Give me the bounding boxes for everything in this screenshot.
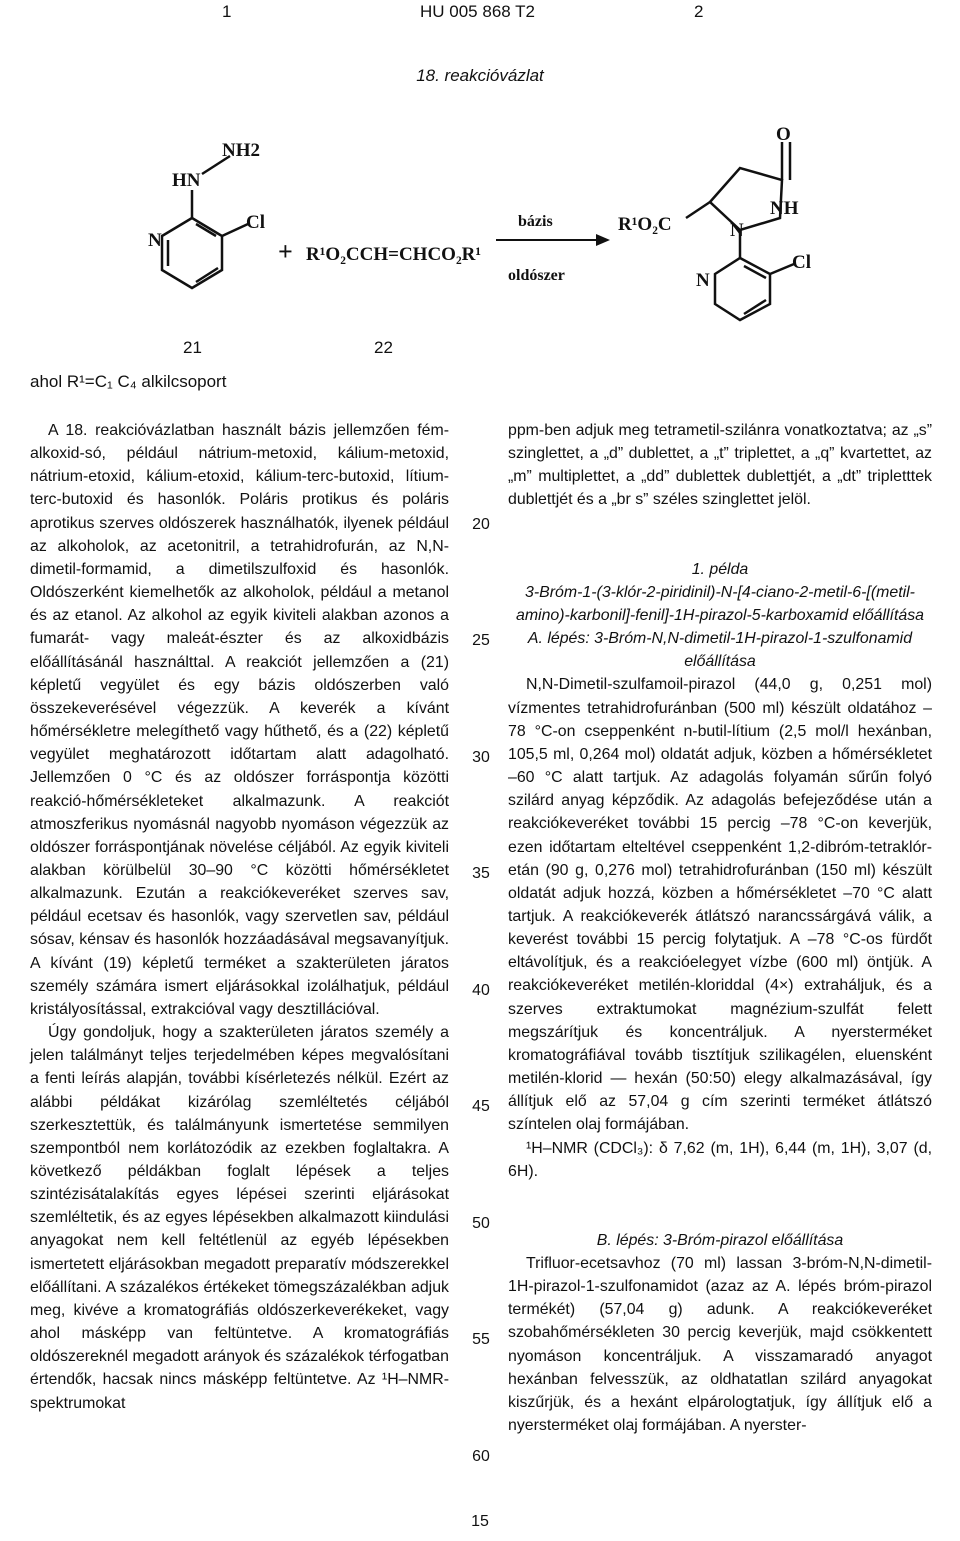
step-a-heading: A. lépés: 3-Bróm-N,N-dimetil-1H-pirazol-1-szulfonamid előállítása <box>527 630 913 671</box>
step-b-heading: B. lépés: 3-Bróm-pirazol előállítása <box>596 1231 844 1249</box>
paragraph-base-solvent: A 18. reakcióvázlatban használt bázis jellemzően fém-alkoxid-só, például nátrium-metoxid, kálium-metoxid, nátrium-etoxid, kálium-etoxid, kálium-terc-butoxid, lítium-terc-butoxid és hasonlók. Poláris protikus és poláris aprotikus szerves oldószerek használhatók, ilyenek például az alkoholok, az acetonitril, a tetrahidrofurán, az N,N-dimetil-formamid, a dimetilszulfoxid és hasonlók. Oldószerként kiemelhetők az alkoholok, például a metanol és az etanol. Az alkohol az egyik kiviteli alakban azonos a fumarát- vagy maleát-észter és az alkoxidbázis előállításánál használttal. A reakciót jellemzően a (21) képletű vegyület és egy bázis oldószerben való összekeverésével végezzük. A keverék a kívánt hőmérsékletre melegíthető vagy hűthető, és a (22) képletű vegyület meghatározott időtartam alatt adagolható. Jellemzően 0 °C és az oldószer forráspontja közötti reakció-hőmérsékleteket alkalmazunk. A reakciót atmoszferikus nyomásnál nagyobb nyomáson végezzük az oldószer forráspontjának növelése céljából. Az egyik kiviteli alakban körülbelül 30–90 °C közötti hőmérsékletet alkalmazunk. Ezután a reakciókeveréket szerves sav, például ecetsav és hasonlók, vagy szervetlen sav, például sósav, kénsav és hasonlók hozzáadásával megsavanyítjuk. A kívánt (19) képletű terméket a szakterületen járatos személy számára ismert eljárásokkal izolálhatjuk, például kristályosítással, extrakcióval vagy desztillációval. <box>30 422 449 1018</box>
spacer <box>508 512 932 558</box>
hydrazine-hn-label: HN <box>172 170 201 191</box>
line-number: 25 <box>472 632 490 649</box>
substituent-definition: ahol R¹=C₁ C₄ alkilcsoport <box>30 372 227 391</box>
nmr-data: ¹H–NMR (CDCl₃): δ 7,62 (m, 1H), 6,44 (m, 1H), 3,07 (d, 6H). <box>508 1139 932 1180</box>
paragraph-nmr-conventions: ppm-ben adjuk meg tetrametil-szilánra vonatkoztatva; az „s” szinglettet, a „d” dublettet, a „t” triplettet, a „q” kvartettet, az „m” multiplettet, a „dd” dublettek dublettjét, a „dt” tripletttek dublettjét és a „br s” széles szinglettet jelöl. <box>508 422 932 509</box>
product-nh-label: NH <box>770 198 799 219</box>
compound-number-21: 21 <box>183 338 202 357</box>
header-right-number: 2 <box>694 2 704 21</box>
scheme-title: 18. reakcióvázlat <box>416 66 544 85</box>
product-n1-label: N <box>730 220 744 241</box>
reaction-scheme <box>130 118 850 328</box>
page-number: 15 <box>471 1513 489 1530</box>
paragraph-examples-intro: Úgy gondoljuk, hogy a szakterületen járatos személy a jelen találmányt teljes terjedelmében képes megvalósítani a fenti leírás alapján, további kísérletezés nélkül. Ezért az alábbi példákat kizárólag szemléltetés céljából szerkesztettük, és találmányunk ismertetése semmilyen szempontból nem korlátozódik az ezekben foglaltakra. A következő példákban foglalt lépések a teljes szintézisátalakítás egyes lépései szerinti eljárásokat szemléltetik, és az egyes lépésekben alkalmazott kiindulási anyagokat nem kell feltétlenül az egyéb lépésekben ismertetett eljárásokban megadott preparatív módszerekkel előállítani. A százalékos értékeket tömegszázalékban adjuk meg, kivéve a kromatográfiás oldószerkeverékeket, vagy ahol másképp van feltüntetve. A kromatográfiás oldószereknél megadott arányok és százalékok térfogatban értendők, hacsak nincs másképp feltüntetve. Az ¹H–NMR-spektrumokat <box>30 1024 449 1412</box>
line-number: 35 <box>472 865 490 882</box>
arrow-base-label: bázis <box>518 213 553 230</box>
line-number: 55 <box>472 1331 490 1348</box>
product-pyridine-n-label: N <box>696 270 710 291</box>
pyridine-n-label: N <box>148 230 162 251</box>
product-oxo-label: O <box>776 124 791 145</box>
right-column <box>508 419 932 1437</box>
spacer <box>508 1183 932 1229</box>
line-number: 50 <box>472 1215 490 1232</box>
line-number: 30 <box>472 749 490 766</box>
line-number: 45 <box>472 1098 490 1115</box>
step-b-procedure: Trifluor-ecetsavhoz (70 ml) lassan 3-bróm-N,N-dimetil-1H-pirazol-1-szulfonamidot (azaz az A. lépés bróm-pirazol termékét) (57,04 g) adunk. A reakciókeveréket szobahőmérsékleten 30 percig keverjük, majd csökkentett nyomáson koncentráljuk. A visszamaradó anyagot hexánban felvesszük, az oldhatatlan szilárd anyagokat kiszűrjük, és a hexánt elpárologtatjuk, így állítjuk elő a nyersterméket olaj formájában. A nyerster- <box>508 1255 932 1435</box>
chloro-label-product: Cl <box>792 252 811 273</box>
fumarate-formula: R¹O₂CCH=CHCO₂R¹ <box>306 244 482 265</box>
plus-sign: + <box>278 237 293 266</box>
example-heading: 1. példa <box>691 560 749 578</box>
chloro-label-a: Cl <box>246 212 265 233</box>
hydrazine-nh2-label: NH2 <box>222 140 260 161</box>
example-title: 3-Bróm-1-(3-klór-2-piridinil)-N-[4-ciano-2-metil-6-[(metil-amino)-karbonil]-fenil]-1H-pirazol-5-karboxamid előállítása <box>515 583 925 624</box>
patent-number: HU 005 868 T2 <box>420 2 535 21</box>
product-ester-label: R¹O₂C <box>618 214 672 235</box>
step-a-procedure: N,N-Dimetil-szulfamoil-pirazol (44,0 g, 0,251 mol) vízmentes tetrahidrofuránban (500 ml) készült oldatához –78 °C-on cseppenként n-butil-lítium (2,5 mol/l hexánban, 105,5 ml, 0,264 mol) oldatát adjuk, közben a hőmérsékletet –60 °C alatt tartjuk. Az adagolás folyamán sűrűn folyó szilárd anyag képződik. Az adagolás befejeződése után a reakciókeveréket további 15 percig –78 °C-on keverjük, ezen időtartam elteltével cseppenként 1,2-dibróm-tetraklór-etán (90 g, 0,276 mol) tetrahidrofuránban (150 ml) készült oldatát adjuk hozzá, közben a hőmérsékletet –70 °C alatt tartjuk. A reakciókeverék átlátszó narancssárgává válik, a keverést további 15 percig folytatjuk. A –78 °C-os fürdőt eltávolítjuk, és a reakcióelegyet vízbe (600 ml) öntjük. A reakciókeveréket metilén-kloriddal (4×) extraháljuk, és a szerves extraktumokat magnézium-szulfát felett megszárítjuk és koncentráljuk. A nyersterméket kromatográfiával tovább tisztítjuk szilikagélen, eluensként metilén-klorid — hexán (50:50) elegy alkalmazásával, így állítjuk elő az 57,04 g cím szerinti terméket átlátszó színtelen olaj formájában. <box>508 676 932 1134</box>
reaction-arrowhead <box>596 234 610 246</box>
line-number: 20 <box>472 516 490 533</box>
compound-number-22: 22 <box>374 338 393 357</box>
reaction-scheme-drawing <box>130 118 850 328</box>
arrow-solvent-label: oldószer <box>508 267 565 284</box>
line-number: 40 <box>472 982 490 999</box>
line-number: 60 <box>472 1448 490 1465</box>
header-left-number: 1 <box>222 2 232 21</box>
left-column <box>30 419 449 1415</box>
